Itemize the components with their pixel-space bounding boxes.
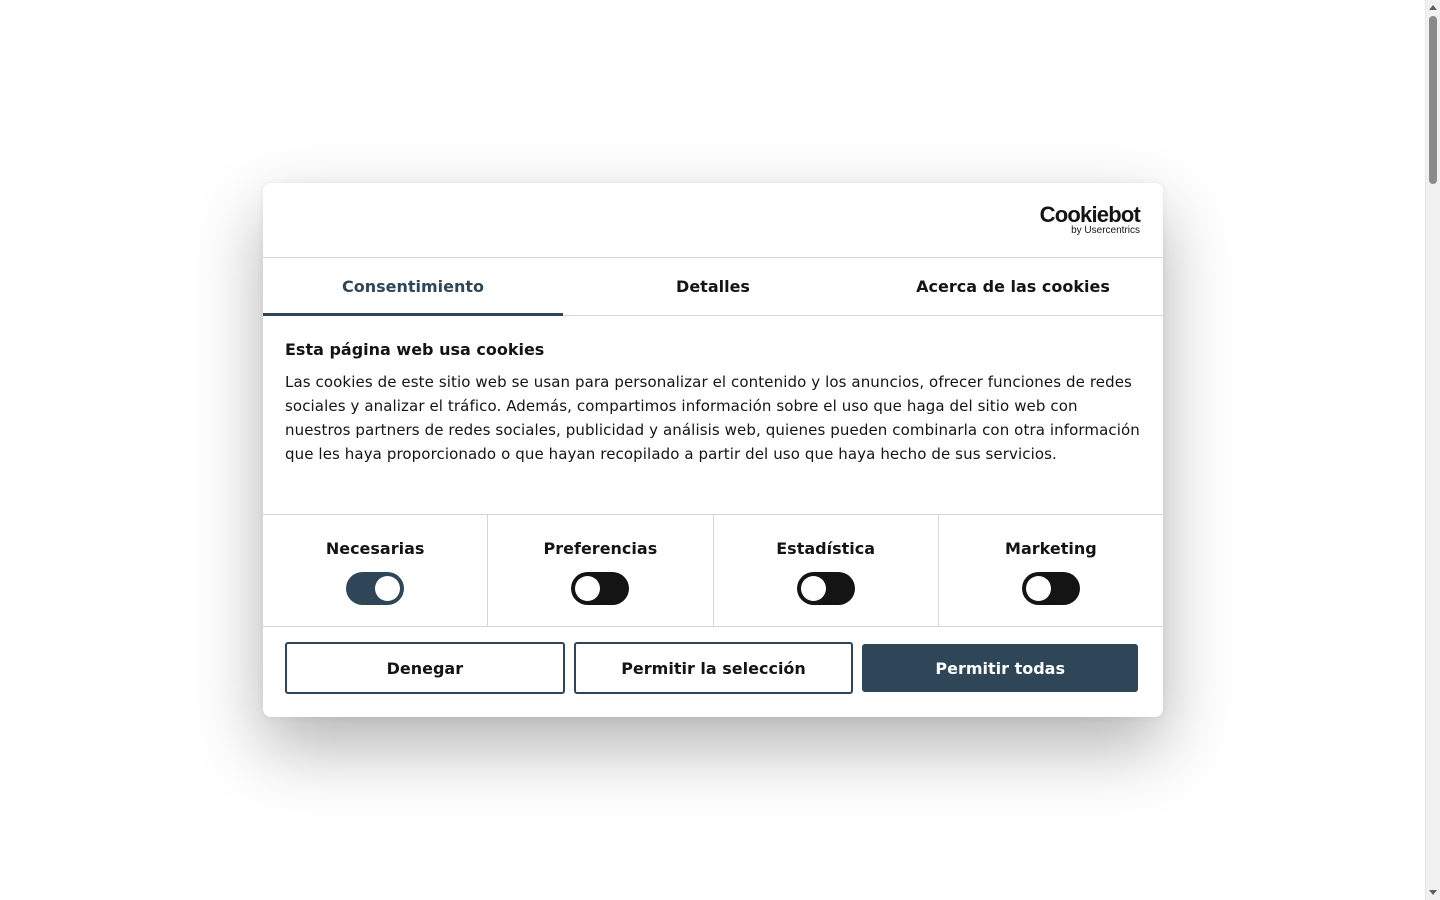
dialog-header	[263, 183, 1163, 258]
tab-detalles[interactable]: Detalles	[676, 277, 750, 296]
switch-knob	[801, 576, 826, 601]
toggle-cell-necesarias	[263, 515, 488, 626]
scroll-up-arrow-icon[interactable]	[1429, 5, 1437, 10]
toggle-label-necesarias: Necesarias	[325, 539, 425, 558]
action-buttons	[263, 627, 1163, 694]
toggle-label-estadistica: Estadística	[776, 539, 876, 558]
switch-knob	[1026, 576, 1051, 601]
toggle-cell-marketing	[939, 515, 1163, 626]
tab-acerca-de-las-cookies[interactable]: Acerca de las cookies	[916, 277, 1110, 296]
cookiebot-logo[interactable]	[1040, 204, 1140, 236]
marketing-switch[interactable]	[1022, 572, 1080, 605]
scroll-thumb[interactable]	[1429, 16, 1437, 184]
scroll-down-arrow-icon[interactable]	[1429, 890, 1437, 895]
toggle-cell-estadistica	[714, 515, 939, 626]
consent-description: Las cookies de este sitio web se usan para personalizar el contenido y los anuncios, ofrecer funciones de redes sociales y analizar el tráfico. Además, compartimos información sobre el uso que haga del sitio web con nuestros partners de redes sociales, publicidad y análisis web, quienes pueden combinarla con otra información que les haya proporcionado o que hayan recopilado a partir del uso que haya hecho de sus servicios.	[285, 373, 1140, 463]
consent-content	[263, 316, 1163, 514]
allow-all-button[interactable]: Permitir todas	[862, 644, 1138, 692]
necesarias-switch[interactable]	[346, 572, 404, 605]
page-scrollbar[interactable]	[1425, 0, 1440, 900]
tab-consentimiento[interactable]: Consentimiento	[263, 258, 563, 315]
allow-selection-button[interactable]: Permitir la selección	[574, 642, 854, 694]
category-toggles	[263, 514, 1163, 627]
estadistica-switch[interactable]	[797, 572, 855, 605]
brand-byline: by Usercentrics	[1071, 225, 1140, 236]
preferencias-switch[interactable]	[571, 572, 629, 605]
deny-button[interactable]: Denegar	[285, 642, 565, 694]
tab-bar	[263, 258, 1163, 316]
switch-knob	[575, 576, 600, 601]
toggle-cell-preferencias	[488, 515, 713, 626]
brand-name: Cookiebot	[1039, 202, 1140, 227]
cookie-consent-dialog	[263, 183, 1163, 717]
toggle-label-marketing: Marketing	[1005, 539, 1097, 558]
switch-knob	[375, 576, 400, 601]
toggle-label-preferencias: Preferencias	[543, 539, 658, 558]
consent-title: Esta página web usa cookies	[285, 340, 545, 359]
